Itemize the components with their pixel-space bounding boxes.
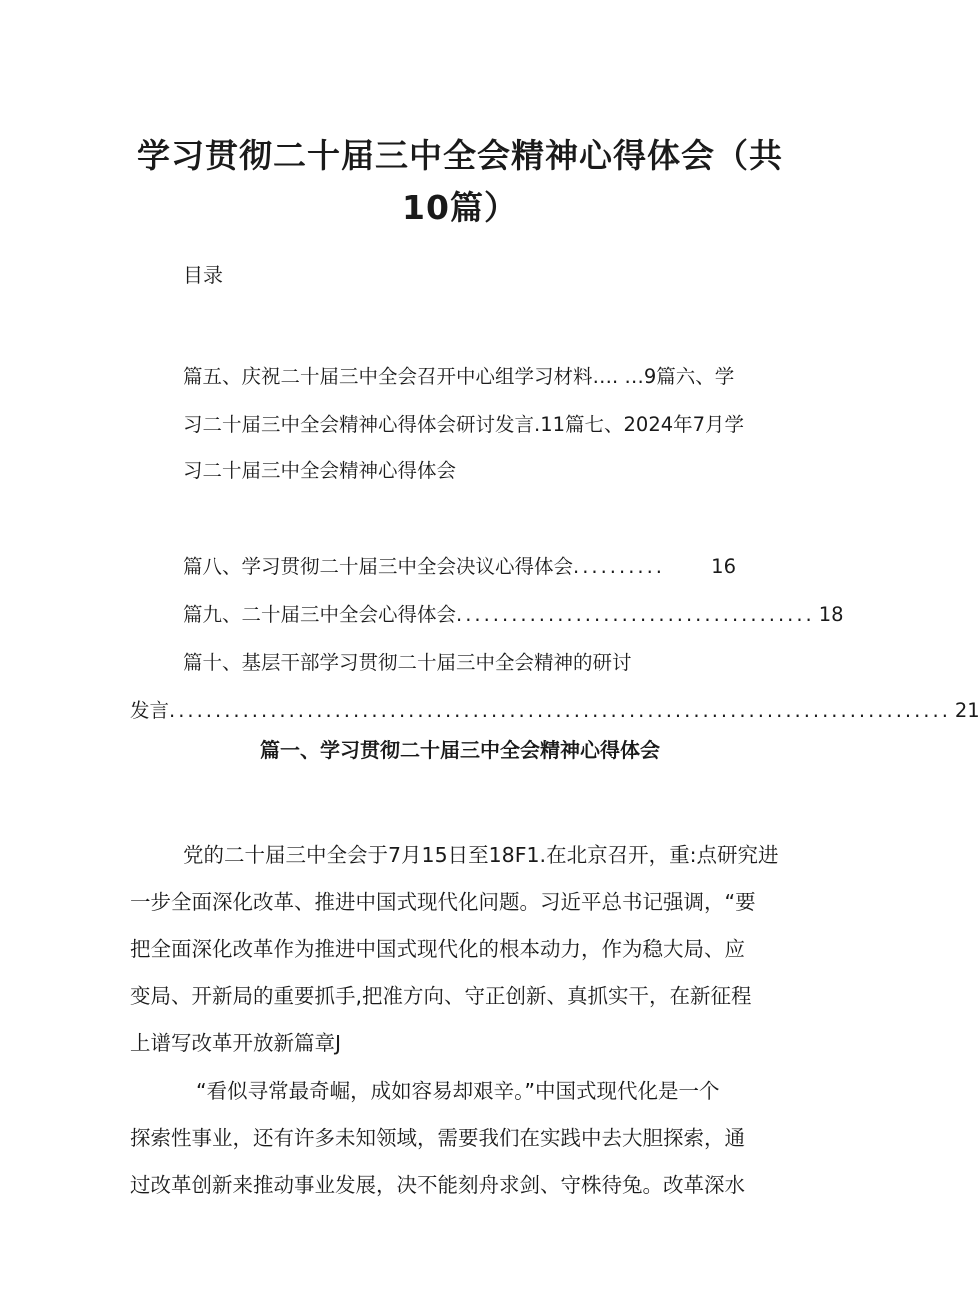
paragraph-1-line: 变局、开新局的重要抓手,把准方向、守正创新、真抓实干，在新征程: [130, 984, 752, 1008]
toc-page-number: 18: [818, 603, 844, 626]
paragraph-1-line: 把全面深化改革作为推进中国式现代化的根本动力，作为稳大局、应: [130, 937, 745, 961]
toc-para-line: 习二十届三中全会精神心得体会: [183, 459, 457, 482]
toc-heading: 目录: [183, 263, 223, 287]
toc-entry-8[interactable]: [183, 552, 736, 582]
toc-entry-label: 篇九、二十届三中全会心得体会: [183, 603, 457, 626]
toc-leader-dots: .....................................................................................: [169, 699, 951, 722]
document-title-line-2: 10篇）: [402, 188, 518, 227]
paragraph-1-line: 党的二十届三中全会于7月15日至18F1.在北京召开，重:点研究进: [183, 843, 779, 867]
toc-para-line: 习二十届三中全会精神心得体会研讨发言.11篇七、2024年7月学: [183, 413, 745, 436]
toc-para-line: 篇五、庆祝二十届三中全会召开中心组学习材料…. …9篇六、学: [183, 365, 735, 388]
paragraph-1-line: 一步全面深化改革、推进中国式现代化问题。习近平总书记强调，“要: [130, 890, 756, 914]
toc-entry-10-line-1[interactable]: 篇十、基层干部学习贯彻二十届三中全会精神的研讨: [183, 651, 632, 674]
paragraph-2-line: 探索性事业，还有许多未知领域，需要我们在实践中去大胆探索，通: [130, 1126, 745, 1150]
paragraph-2-line: 过改革创新来推动事业发展，决不能刻舟求剑、守株待兔。改革深水: [130, 1173, 745, 1197]
toc-entry-label: 篇八、学习贯彻二十届三中全会决议心得体会: [183, 555, 574, 578]
section-heading: 篇一、学习贯彻二十届三中全会精神心得体会: [260, 738, 660, 762]
toc-page-number: 21: [954, 699, 980, 722]
toc-leader-dots: ..........: [573, 555, 666, 578]
paragraph-2-line: “看似寻常最奇崛，成如容易却艰辛。”中国式现代化是一个: [196, 1079, 720, 1103]
paragraph-1-line: 上谱写改革开放新篇章J: [130, 1031, 342, 1055]
toc-entry-label: 发言: [130, 699, 170, 722]
document-title-line-1: 学习贯彻二十届三中全会精神心得体会（共: [137, 136, 783, 175]
toc-leader-dots: .......................................: [456, 603, 815, 626]
toc-page-number: 16: [711, 555, 736, 578]
toc-entry-10-line-2[interactable]: [130, 696, 980, 726]
toc-entry-9[interactable]: [183, 600, 844, 630]
